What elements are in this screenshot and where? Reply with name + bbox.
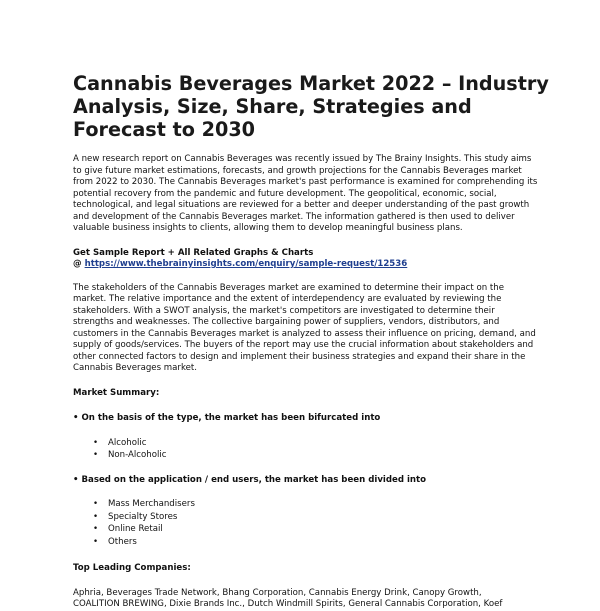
- document-title: [73, 72, 549, 141]
- stakeholders-paragraph: The stakeholders of the Cannabis Beverages market are examined to determine their impact on the market. The relative importance and the extent of interdependency are evaluated by reviewing the stakeholders. With a SWOT analysis, the market's competitors are investigated to determine their strengths and weaknesses. The collective bargaining power of suppliers, vendors, distributors, and customers in the Cannabis Beverages market is analyzed to assess their influence on pricing, demand, and supply of goods/services. The buyers of the report may use the crucial information about stakeholders and other connected factors to design and implement their business strategies and expand their share in the Cannabis Beverages market.: [73, 282, 536, 373]
- list-item: • Alcoholic: [108, 437, 538, 450]
- market-summary-heading: Market Summary:: [73, 387, 160, 398]
- title-line: Forecast to 2030: [73, 118, 256, 141]
- companies-line: Aphria, Beverages Trade Network, Bhang Corporation, Cannabis Energy Drink, Canopy Growth,: [73, 587, 482, 598]
- type-segment-heading: • On the basis of the type, the market has been bifurcated into: [73, 413, 381, 423]
- companies-heading: Top Leading Companies:: [73, 563, 191, 573]
- sample-request: [73, 248, 538, 271]
- list-item: • Non-Alcoholic: [108, 449, 538, 462]
- document-page: [73, 72, 549, 611]
- companies-line: COALITION BREWING, Dixie Brands Inc., Dutch Windmill Spirits, General Cannabis Corporation, Koef: [73, 599, 503, 609]
- list-item: • Others: [108, 536, 538, 549]
- application-list: [73, 498, 538, 548]
- intro-paragraph: A new research report on Cannabis Beverages was recently issued by The Brainy Insights. This study aims to give future market estimations, forecasts, and growth projections for the Cannabis Beverages market from 2022 to 2030. The Cannabis Beverages market's past performance is examined for comprehending its potential recovery from the pandemic and future development. The geopolitical, economic, social, technological, and legal situations are reviewed for a better and deeper understanding of the past growth and development of the Cannabis Beverages market. The information gathered is then used to deliver valuable business insights to clients, allowing them to develop meaningful business plans.: [73, 154, 538, 233]
- type-list: [73, 437, 538, 462]
- sample-request-link[interactable]: https://www.thebrainyinsights.com/enquiry/sample-request/12536: [84, 259, 408, 269]
- sample-label: Get Sample Report + All Related Graphs & Charts: [73, 247, 314, 258]
- title-line: Cannabis Beverages Market 2022 – Industry: [73, 72, 549, 95]
- companies-list: [73, 588, 538, 611]
- list-item: • Online Retail: [108, 523, 538, 536]
- list-item: • Specialty Stores: [108, 511, 538, 524]
- title-line: Analysis, Size, Share, Strategies and: [73, 95, 472, 118]
- sample-prefix: @: [73, 259, 85, 269]
- list-item: • Mass Merchandisers: [108, 498, 538, 511]
- application-segment-heading: • Based on the application / end users, the market has been divided into: [73, 474, 427, 485]
